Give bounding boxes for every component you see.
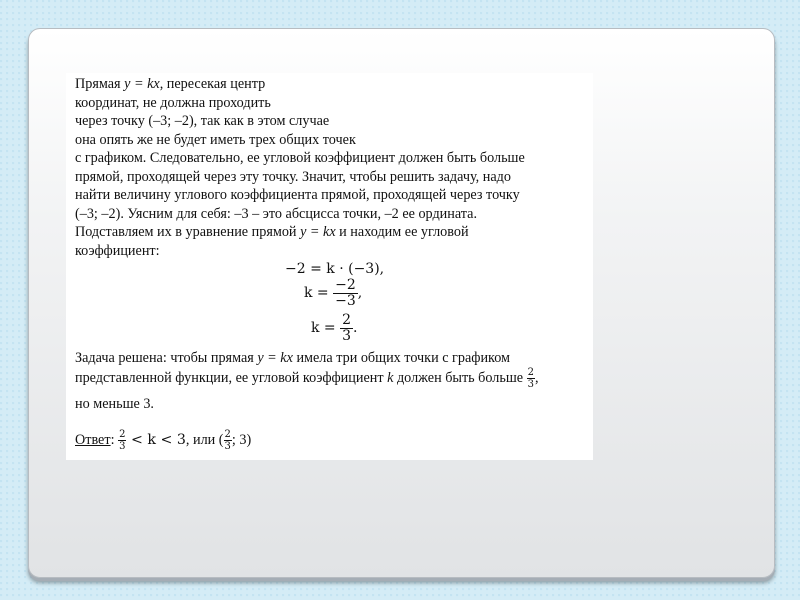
text-fragment: Прямая: [75, 76, 125, 92]
fraction-denominator: −3: [335, 292, 356, 309]
text-line: она опять же не будет иметь трех общих точек: [75, 131, 356, 148]
answer-label: Ответ: [75, 431, 111, 448]
fraction-denominator: 3: [224, 441, 231, 452]
text-fragment: должен быть больше: [393, 369, 527, 386]
fraction-small: [527, 367, 535, 390]
fraction-numerator: 2: [119, 429, 126, 440]
variable-k: k: [387, 369, 394, 386]
conclusion-line-3: но меньше 3.: [75, 396, 154, 412]
punctuation: .: [353, 320, 358, 337]
inequality: < k < 3: [126, 431, 186, 448]
conclusion-line-1: [75, 349, 510, 368]
fraction: [333, 278, 358, 308]
document-image: [66, 73, 593, 460]
punctuation: ,: [357, 285, 363, 302]
punctuation: ,: [535, 369, 539, 386]
equation-1: −2 = k · (−3),: [285, 261, 385, 277]
text-line: прямой, проходящей через эту точку. Значит, чтобы решить задачу, надо: [75, 168, 511, 185]
text-fragment: Задача решена: чтобы прямая: [75, 350, 258, 366]
equation-inline: y = kx: [124, 76, 160, 92]
text-line: через точку (–3; –2), так как в этом случае: [75, 113, 330, 129]
equation-3: [311, 313, 358, 343]
fraction-denominator: 3: [527, 379, 534, 390]
text-line: [75, 75, 593, 94]
conclusion-line-2: [75, 367, 539, 390]
fraction-small: [224, 429, 232, 452]
text-line: с графиком. Следовательно, ее угловой коэффициент должен быть больше: [75, 150, 525, 166]
fraction-denominator: 3: [342, 327, 352, 344]
text-fragment: Подставляем их в уравнение прямой: [75, 224, 301, 240]
equation-2: [304, 278, 362, 308]
equation-inline: y = kx: [257, 350, 293, 366]
equation-inline: y = kx: [300, 224, 336, 240]
text-fragment: ; 3): [231, 431, 252, 448]
fraction-numerator: 2: [224, 429, 231, 440]
text-fragment: представленной функции, ее угловой коэффициент: [75, 369, 388, 386]
fraction-numerator: 2: [527, 367, 534, 378]
text-line: координат, не должна проходить: [75, 94, 271, 111]
problem-explanation: [75, 75, 593, 260]
text-fragment: имела три общих точки с графиком: [292, 350, 511, 366]
text-fragment: и находим ее угловой: [335, 224, 469, 240]
text-fragment: , или (: [185, 431, 224, 448]
text-line: [75, 223, 593, 242]
punctuation: :: [110, 431, 119, 448]
text-line: коэффициент:: [75, 242, 160, 259]
text-line: (–3; –2). Уясним для себя: –3 – это абсцисса точки, –2 ее ордината.: [75, 205, 478, 222]
fraction-denominator: 3: [119, 441, 126, 452]
text-fragment: , пересекая центр: [159, 76, 266, 92]
fraction-numerator: −2: [335, 277, 356, 293]
fraction: [340, 313, 353, 343]
equation-lhs: k =: [311, 320, 341, 337]
text-line: найти величину углового коэффициента прямой, проходящей через точку: [75, 187, 520, 203]
equation-lhs: k =: [304, 285, 334, 302]
fraction-numerator: 2: [342, 312, 352, 328]
answer-line: [75, 429, 251, 452]
